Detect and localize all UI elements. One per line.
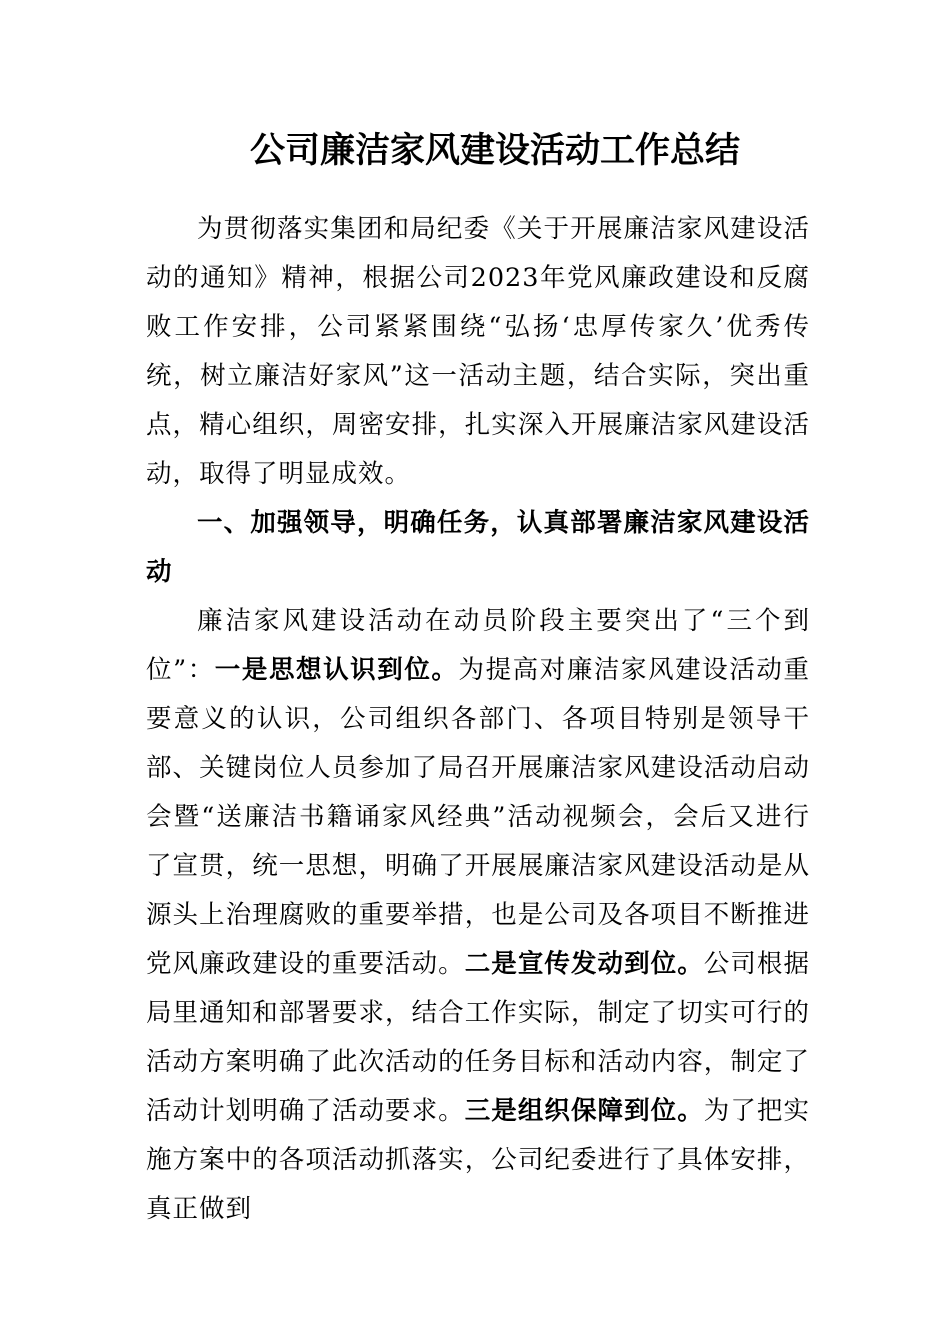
point-2-heading: 二是宣传发动到位。	[464, 949, 704, 979]
section-heading-1: 一、加强领导，明确任务，认真部署廉洁家风建设活动	[146, 508, 810, 587]
point-3-text: 为了把实施方案中的各项活动抓落实，公司纪委进行了具体安排，真正做到	[146, 1096, 810, 1224]
point-2-text: 公司根据局里通知和部署要求，结合工作实际，制定了切实可行的活动方案明确了此次活动的任务目标和活动内容，制定了活动计划明确了活动要求。	[146, 949, 810, 1126]
document-title: 公司廉洁家风建设活动工作总结	[249, 130, 740, 171]
point-1-text: 为提高对廉洁家风建设活动重要意义的认识，公司组织各部门、各项目特别是领导干部、关键岗位人员参加了局召开展廉洁家风建设活动启动会暨“送廉洁书籍诵家风经典”活动视频会，会后又进行了宣贯，统一思想，明确了开展展廉洁家风建设活动是从源头上治理腐败的重要举措，也是公司及各项目不断推进党风廉政建设的重要活动。	[146, 655, 810, 979]
point-1-heading: 一是思想认识到位。	[214, 655, 459, 685]
section-1-lead: 廉洁家风建设活动在动员阶段主要突出了“三个到位”：	[146, 606, 810, 685]
intro-paragraph: 为贯彻落实集团和局纪委《关于开展廉洁家风建设活动的通知》精神，根据公司2023年党风廉政建设和反腐败工作安排，公司紧紧围绕“弘扬‘忠厚传家久’优秀传统，树立廉洁好家风”这一活动主题，结合实际，突出重点，精心组织，周密安排，扎实深入开展廉洁家风建设活动，取得了明显成效。	[146, 214, 810, 489]
document-body	[146, 205, 810, 1234]
section-1-paragraph	[146, 597, 810, 1234]
point-3-heading: 三是组织保障到位。	[464, 1096, 704, 1126]
